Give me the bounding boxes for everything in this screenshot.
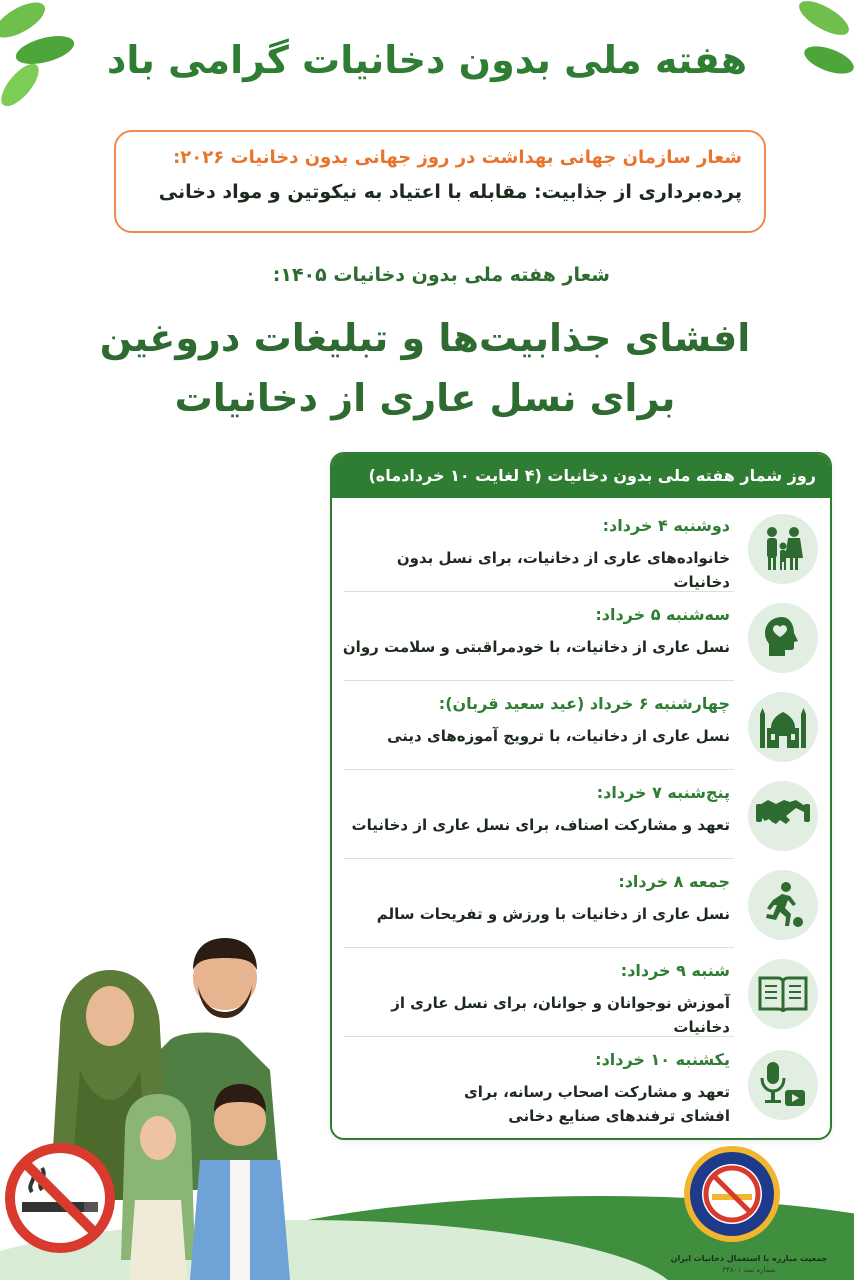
- mind-heart-icon: [748, 603, 818, 673]
- row-divider: [344, 680, 734, 681]
- row-day: پنج‌شنبه ۷ خرداد:: [596, 783, 730, 802]
- national-week-label: شعار هفته ملی بدون دخانیات ۱۴۰۵:: [272, 264, 610, 286]
- calendar-header: روز شمار هفته ملی بدون دخانیات (۴ لغایت ۱۰ خردادماه): [332, 454, 830, 498]
- row-desc: نسل عاری از دخانیات با ورزش و تفریحات سالم: [376, 905, 730, 923]
- row-day: جمعه ۸ خرداد:: [618, 872, 730, 891]
- calendar-row: [332, 949, 830, 1037]
- row-desc: نسل عاری از دخانیات، با خودمراقبتی و سلامت روان: [342, 638, 730, 656]
- row-divider: [344, 769, 734, 770]
- family-icon: [748, 514, 818, 584]
- microphone-icon: [748, 1050, 818, 1120]
- calendar-row: [332, 1038, 830, 1138]
- row-divider: [344, 591, 734, 592]
- organization-name: جمعیت مبارزه با استعمال دخانیات ایران: [670, 1254, 828, 1263]
- slogan-line-1: افشای جذابیت‌ها و تبلیغات دروغین: [99, 316, 751, 360]
- calendar-row: [332, 860, 830, 948]
- row-day: شنبه ۹ خرداد:: [620, 961, 730, 980]
- calendar-row: [332, 504, 830, 592]
- row-day: چهارشنبه ۶ خرداد (عید سعید قربان):: [438, 694, 730, 713]
- slogan-line-2: برای نسل عاری از دخانیات: [174, 376, 676, 420]
- row-day: یکشنبه ۱۰ خرداد:: [595, 1050, 730, 1069]
- no-smoking-icon: [4, 1142, 116, 1254]
- who-slogan-title: شعار سازمان جهانی بهداشت در روز جهانی بدون دخانیات ۲۰۲۶:: [173, 147, 742, 168]
- calendar-row: [332, 593, 830, 681]
- row-desc: تعهد و مشارکت اصناف، برای نسل عاری از دخانیات: [351, 816, 730, 834]
- row-desc: نسل عاری از دخانیات، با ترویج آموزه‌های دینی: [387, 727, 730, 745]
- running-icon: [748, 870, 818, 940]
- who-slogan-text: پرده‌برداری از جذابیت: مقابله با اعتیاد به نیکوتین و مواد دخانی: [158, 181, 742, 203]
- page-title: هفته ملی بدون دخانیات گرامی باد: [106, 38, 748, 82]
- row-divider: [344, 1036, 734, 1037]
- row-day: سه‌شنبه ۵ خرداد:: [595, 605, 730, 624]
- organization-registration: شماره ثبت ۳۴۸۰۱: [722, 1266, 776, 1274]
- calendar-row: [332, 682, 830, 770]
- row-divider: [344, 947, 734, 948]
- row-desc-line-2: افشای ترفندهای صنایع دخانی: [508, 1107, 730, 1125]
- calendar-row: [332, 771, 830, 859]
- national-week-slogan: [80, 308, 770, 428]
- row-divider: [344, 858, 734, 859]
- mosque-icon: [748, 692, 818, 762]
- row-day: دوشنبه ۴ خرداد:: [602, 516, 730, 535]
- who-slogan-box: [114, 130, 766, 233]
- row-desc: [340, 1080, 730, 1128]
- row-desc: آموزش نوجوانان و جوانان، برای نسل عاری از دخانیات: [391, 994, 730, 1036]
- calendar-card: [330, 452, 832, 1140]
- book-icon: [748, 959, 818, 1029]
- row-desc: خانواده‌های عاری از دخانیات، برای نسل بدون دخانیات: [396, 549, 730, 591]
- row-desc-line-1: تعهد و مشارکت اصحاب رسانه، برای: [464, 1083, 730, 1101]
- organization-logo: [682, 1142, 782, 1250]
- handshake-icon: [748, 781, 818, 851]
- leaf-top-right-icon: [774, 0, 854, 90]
